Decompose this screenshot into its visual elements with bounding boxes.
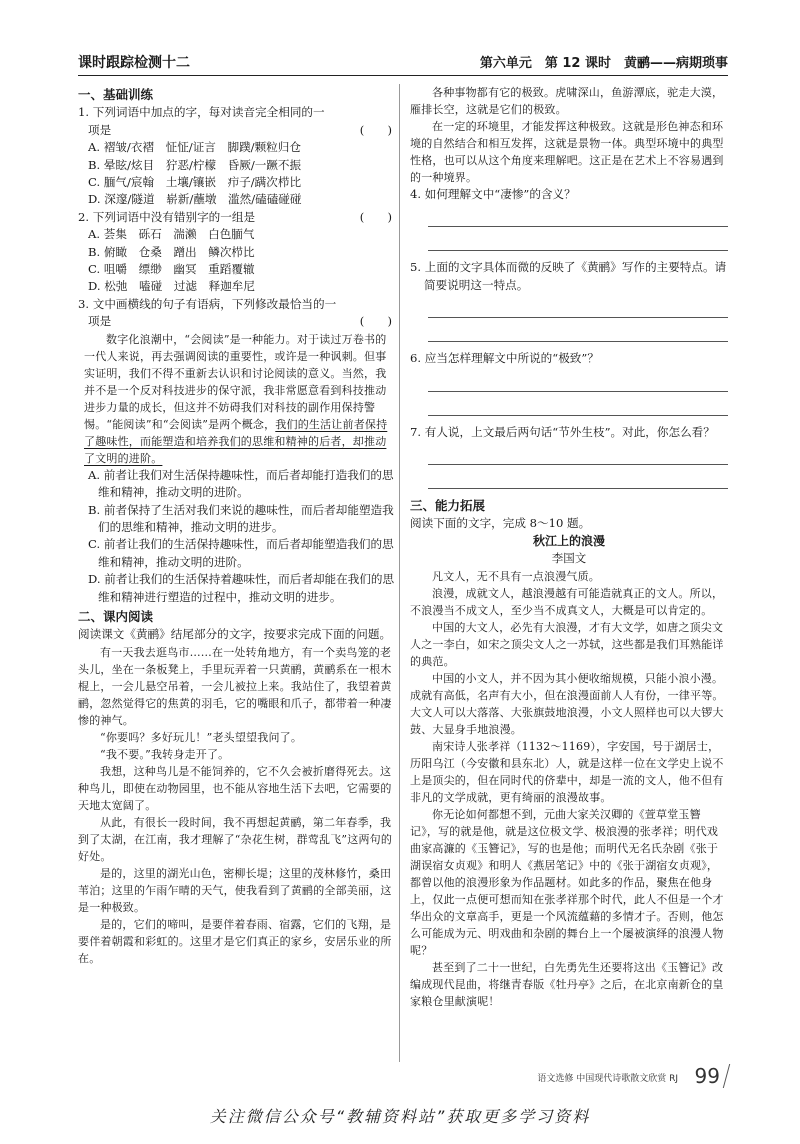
- answer-line[interactable]: [428, 318, 728, 342]
- essay-para-1: 凡文人，无不具有一点浪漫气质。: [432, 569, 600, 583]
- essay-para-6: 你无论如何都想不到，元曲大家关汉卿的《萱草堂玉簪记》，写的就是他，就是这位极文学、极浪漫的张孝祥；明代戏曲家高濂的《玉簪记》，写的也是他；而明代无名氏杂剧《张于湖误宿女贞观》和明人《燕居笔记》中的《张于湖宿女贞观》，都曾以他的浪漫形象为作品题材。如此多的作品，聚焦在他身上，仅此一点便可想而知在张孝祥那个时代，此人不但是一个才华出众的文章高手，更是一个风流蕴藉的多情才子。否则，他怎么可能成为元、明戏曲和杂剧的舞台上一个屡被演绎的浪漫人物呢？: [410, 807, 724, 957]
- question-4-stem: 4. 如何理解文中“凄惨”的含义？: [410, 187, 576, 201]
- huangli-para-8: 各种事物都有它的极致。虎啸深山，鱼游潭底，驼走大漠，雁排长空，这就是它们的极致。: [410, 86, 724, 116]
- question-3-options: [78, 467, 396, 606]
- question-3-paren: ( ): [359, 314, 392, 329]
- question-3: [78, 296, 396, 331]
- answer-line[interactable]: [428, 368, 728, 392]
- essay-para-7: 甚至到了二十一世纪，白先勇先生还要将这出《玉簪记》改编成现代昆曲，将继青春版《牡丹亭》之后，在北京南新仓的皇家粮仓里献演呢！: [410, 960, 724, 1008]
- essay-author: 李国文: [551, 551, 587, 566]
- huangli-para-1: 有一天我去逛鸟市……在一处转角地方，有一个卖鸟笼的老头儿，坐在一条板凳上，手里玩弄着一只黄鹂，黄鹂系在一根木棍上，一会儿悬空吊着，一会儿被拉上来。我站住了，我望着黄鹂，忽然觉得它的焦黄的羽毛，它的嘴眼和爪子，都带着一种凄惨的神气。: [78, 645, 392, 727]
- answer-line[interactable]: [428, 227, 728, 251]
- q3-passage-plain: 数字化浪潮中，“会阅读”是一种能力。对于读过万卷书的一代人来说，再去强调阅读的重要性，或许是一种讽刺。但事实证明，我们不得不重新去认识和讨论阅读的意义。当然，我并不是一个反对科技进步的保守派，我非常愿意看到科技推动进步力量的成长，但这并不妨碍我们对科技的副作用保持警惕。“能阅读”和“会阅读”是两个概念，: [84, 332, 387, 431]
- huangli-para-9: 在一定的环境里，才能发挥这种极致。这就是形色神态和环境的自然结合和相互发挥，这就是景物一体。典型环境中的典型性格，也可以从这个角度来理解吧。这正是在艺术上不容易遇到的一种境界。: [410, 120, 724, 184]
- q2-option-d: D. 松弛 嗑碰 过滤 释迦牟尼: [88, 279, 255, 294]
- question-2-stem: 2. 下列词语中没有错别字的一组是: [78, 209, 256, 224]
- essay-para-4: 中国的小文人，并不因为其小便收缩规模，只能小浪小漫。成就有高低，名声有大小，但在浪漫面前人人有份，一律平等。大文人可以大落落、大张旗鼓地浪漫，小文人照样也可以大锣大鼓、大显身手地浪漫。: [410, 671, 724, 736]
- q1-option-c: C. 腼气/宸翰 土壤/镶嵌 疖子/蹒次栉比: [88, 175, 302, 190]
- question-6-stem: 6. 应当怎样理解文中所说的“极致”？: [410, 351, 599, 366]
- question-2: [78, 209, 396, 226]
- header-left-title: 课时跟踪检测十二: [78, 55, 190, 71]
- section-in-class-reading: 二、课内阅读: [78, 608, 154, 624]
- answer-line[interactable]: [428, 441, 728, 465]
- q3-option-a: A. 前者让我们对生活保持趣味性，而后者却能打造我们的思维和精神，推动文明的进阶。: [88, 467, 394, 500]
- question-5-stem: 5. 上面的文字具体而微的反映了《黄鹂》写作的主要特点。请简要说明这一特点。: [410, 260, 727, 292]
- in-class-reading-intro: 阅读课文《黄鹂》结尾部分的文字，按要求完成下面的问题。: [78, 627, 392, 642]
- essay-para-2: 浪漫，成就文人，越浪漫越有可能造就真正的文人。所以，不浪漫当不成文人，至少当不成真文人，大概是可以肯定的。: [410, 586, 724, 617]
- question-3-stem-line: [78, 313, 396, 330]
- essay-para-5: 南宋诗人张孝祥（1132～1169），字安国，号于湖居士，历阳乌江（今安徽和县东北）人，就是这样一位在文学史上说不上是顶尖的，但在同时代的侪辈中，却是一流的文人，他不但有非凡的文学成就，更有绮丽的浪漫故事。: [410, 739, 724, 804]
- question-6: [410, 350, 728, 415]
- question-2-paren: ( ): [359, 209, 392, 224]
- essay-title: 秋江上的浪漫: [532, 533, 605, 548]
- huangli-para-7: 是的，它们的啼叫，是要伴着春雨、宿露，它们的飞翔，是要伴着朝霞和彩虹的。这里才是它们真正的家乡，安居乐业的所在。: [78, 917, 392, 965]
- page-header: [78, 42, 728, 76]
- right-column: [410, 84, 728, 1010]
- question-1-stem-b: 项是: [88, 122, 112, 137]
- question-5: [410, 259, 728, 342]
- column-divider: [399, 84, 400, 1062]
- q3-option-b: B. 前者保持了生活对我们来说的趣味性，而后者却能塑造我们的思维和精神，推动文明的进步。: [88, 502, 394, 534]
- question-1-options: [78, 139, 396, 209]
- question-7: [410, 424, 728, 489]
- q2-option-b: B. 俯瞰 仓桑 蹭出 鳞次栉比: [88, 244, 255, 259]
- answer-line[interactable]: [428, 392, 728, 416]
- huangli-para-6: 是的，这里的湖光山色，密柳长堤；这里的茂林修竹，桑田苇泊；这里的乍雨乍晴的天气，使我看到了黄鹂的全部美丽，这是一种极致。: [78, 866, 392, 914]
- page-number: 99: [694, 1064, 720, 1088]
- q1-option-d: D. 深邃/隧道 崭新/蘸墩 滥然/磕磕碰碰: [88, 192, 302, 207]
- question-3-stem-a: 3. 文中画横线的句子有语病，下列修改最恰当的一: [78, 296, 337, 311]
- essay-para-3: 中国的大文人，必先有大浪漫，才有大文学，如唐之顶尖文人之一李白，如宋之顶尖文人之一苏轼，这些都是我们耳熟能详的典范。: [410, 620, 724, 668]
- q3-passage-underlined: 我们的生活让前者保持了趣味性，而能塑造和培养我们的思维和精神的后者，却推动了文明的进阶。: [84, 417, 388, 465]
- question-3-stem-b: 项是: [88, 314, 112, 329]
- q2-option-a: A. 荟集 砾石 湍濑 白色腼气: [88, 227, 255, 242]
- question-2-options: [78, 226, 396, 296]
- section-ability-extension: 三、能力拓展: [410, 498, 486, 514]
- q1-option-a: A. 褶皱/衣褶 怔怔/证言 脚蹼/颗粒归仓: [88, 140, 301, 155]
- left-column: [78, 84, 396, 967]
- question-1-stem-a: 1. 下列词语中加点的字，每对读音完全相同的一: [78, 105, 325, 120]
- footer-book-title: 语文选修 中国现代诗歌散文欣赏 RJ: [537, 1074, 678, 1084]
- q3-option-d: D. 前者让我们的生活保持着趣味性，而后者却能在我们的思维和精神进行塑造的过程中，推动文明的进步。: [88, 572, 395, 604]
- huangli-para-5: 从此，有很长一段时间，我不再想起黄鹂，第二年春季，我到了太湖，在江南，我才理解了“杂花生树，群莺乱飞”这两句的好处。: [78, 815, 393, 863]
- question-4: [410, 186, 728, 251]
- page-footer: [438, 1066, 738, 1088]
- answer-line[interactable]: [428, 294, 728, 318]
- question-7-stem: 7. 有人说，上文最后两句话“节外生枝”。对此，你怎么看？: [410, 424, 715, 439]
- watermark-text: 关注微信公众号“教辅资料站”获取更多学习资料: [209, 1107, 591, 1126]
- q2-option-c: C. 咀嚼 缥缈 幽冥 重蹈覆辙: [88, 262, 255, 277]
- question-1-paren: ( ): [359, 122, 392, 137]
- extension-intro: 阅读下面的文字，完成 8～10 题。: [410, 516, 591, 531]
- huangli-para-2: “你要吗？多好玩儿！”老头望望我问了。: [100, 730, 303, 744]
- q3-option-c: C. 前者让我们的生活保持趣味性，而后者却能塑造我们的思维和精神，推动文明的进阶。: [88, 537, 394, 569]
- header-right-title: 第六单元 第 12 课时 黄鹂——病期琐事: [479, 56, 728, 71]
- answer-line[interactable]: [428, 465, 728, 489]
- section-basic-training: 一、基础训练: [78, 87, 154, 102]
- q1-option-b: B. 晕眩/炫目 狞恶/柠檬 昏厥/一蹶不振: [88, 157, 302, 172]
- footer-slash-decoration: [723, 1064, 739, 1088]
- huangli-para-3: “我不要。”我转身走开了。: [100, 747, 230, 761]
- huangli-para-4: 我想，这种鸟儿是不能饲养的，它不久会被折磨得死去。这种鸟儿，即使在动物园里，也不能从容地生活下去吧，它需要的天地太宽阔了。: [78, 764, 392, 812]
- answer-line[interactable]: [428, 203, 728, 227]
- question-1-stem-line: [78, 122, 392, 139]
- question-1: [78, 104, 396, 139]
- question-3-passage: [78, 331, 396, 467]
